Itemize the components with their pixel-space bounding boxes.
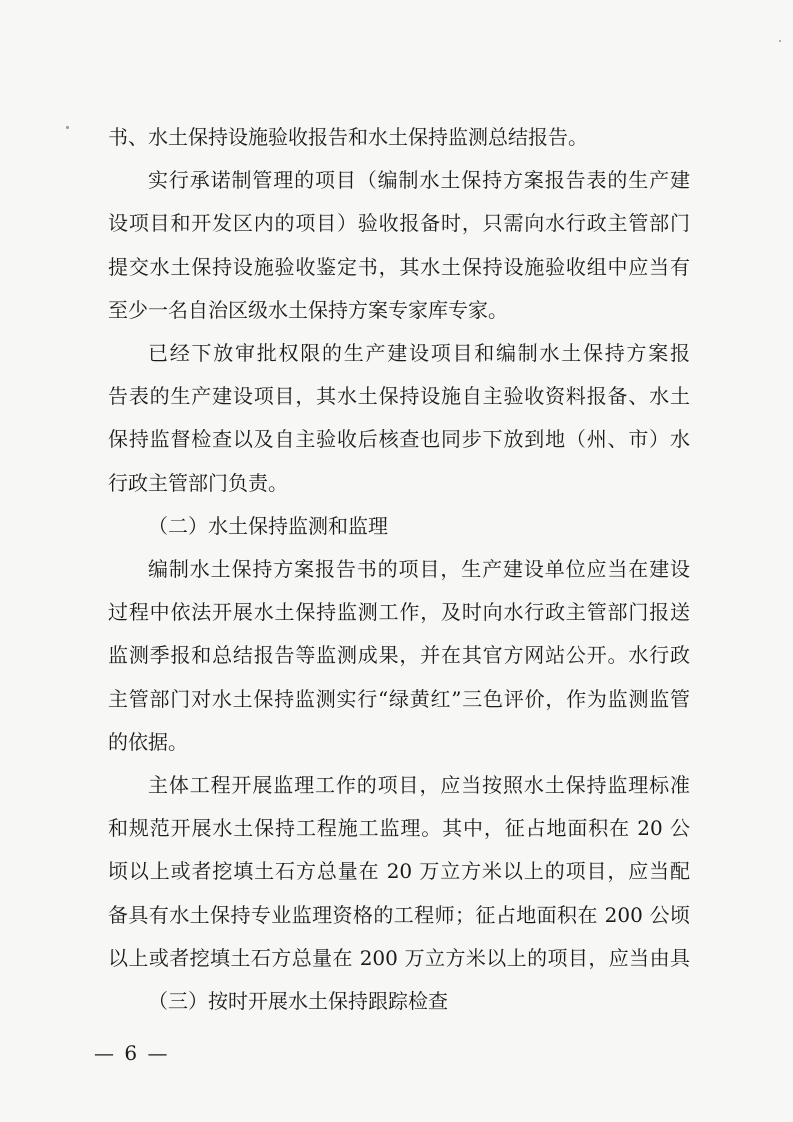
scan-speck (779, 40, 781, 42)
paragraph-line: 告表的生产建设项目，其水土保持设施自主验收资料报备、水土 (108, 384, 690, 408)
page-number: — 6 — (94, 1041, 170, 1065)
section-heading: （二）水土保持监测和监理 (148, 514, 388, 538)
paragraph-line: 行政主管部门负责。 (108, 471, 288, 495)
paragraph-line: 已经下放审批权限的生产建设项目和编制水土保持方案报 (148, 341, 690, 365)
paragraph-line: 备具有水土保持专业监理资格的工程师；征占地面积在 200 公顷 (108, 903, 690, 927)
paragraph-line: 主体工程开展监理工作的项目，应当按照水土保持监理标准 (148, 773, 690, 797)
paragraph-line: 实行承诺制管理的项目（编制水土保持方案报告表的生产建 (148, 168, 690, 192)
paragraph-line: 的依据。 (108, 730, 188, 754)
paragraph-line: 监测季报和总结报告等监测成果，并在其官方网站公开。水行政 (108, 643, 690, 667)
paragraph-line: 设项目和开发区内的项目）验收报备时，只需向水行政主管部门 (108, 211, 690, 235)
paragraph-line: 顷以上或者挖填土石方总量在 20 万立方米以上的项目，应当配 (108, 859, 690, 883)
section-heading: （三）按时开展水土保持跟踪检查 (148, 989, 448, 1013)
paragraph-line: 以上或者挖填土石方总量在 200 万立方米以上的项目，应当由具 (108, 946, 690, 970)
scan-speck (66, 126, 69, 129)
paragraph-line: 提交水土保持设施验收鉴定书，其水土保持设施验收组中应当有 (108, 255, 690, 279)
paragraph-line: 过程中依法开展水土保持监测工作，及时向水行政主管部门报送 (108, 600, 690, 624)
paragraph-line: 和规范开展水土保持工程施工监理。其中，征占地面积在 20 公 (108, 816, 690, 840)
paragraph-line: 保持监督检查以及自主验收后核查也同步下放到地（州、市）水 (108, 427, 690, 451)
paragraph-line: 主管部门对水土保持监测实行“绿黄红”三色评价，作为监测监管 (108, 687, 690, 711)
paragraph-line: 至少一名自治区级水土保持方案专家库专家。 (108, 298, 508, 322)
paragraph-line: 书、水土保持设施验收报告和水土保持监测总结报告。 (108, 125, 588, 149)
paragraph-line: 编制水土保持方案报告书的项目，生产建设单位应当在建设 (148, 557, 690, 581)
